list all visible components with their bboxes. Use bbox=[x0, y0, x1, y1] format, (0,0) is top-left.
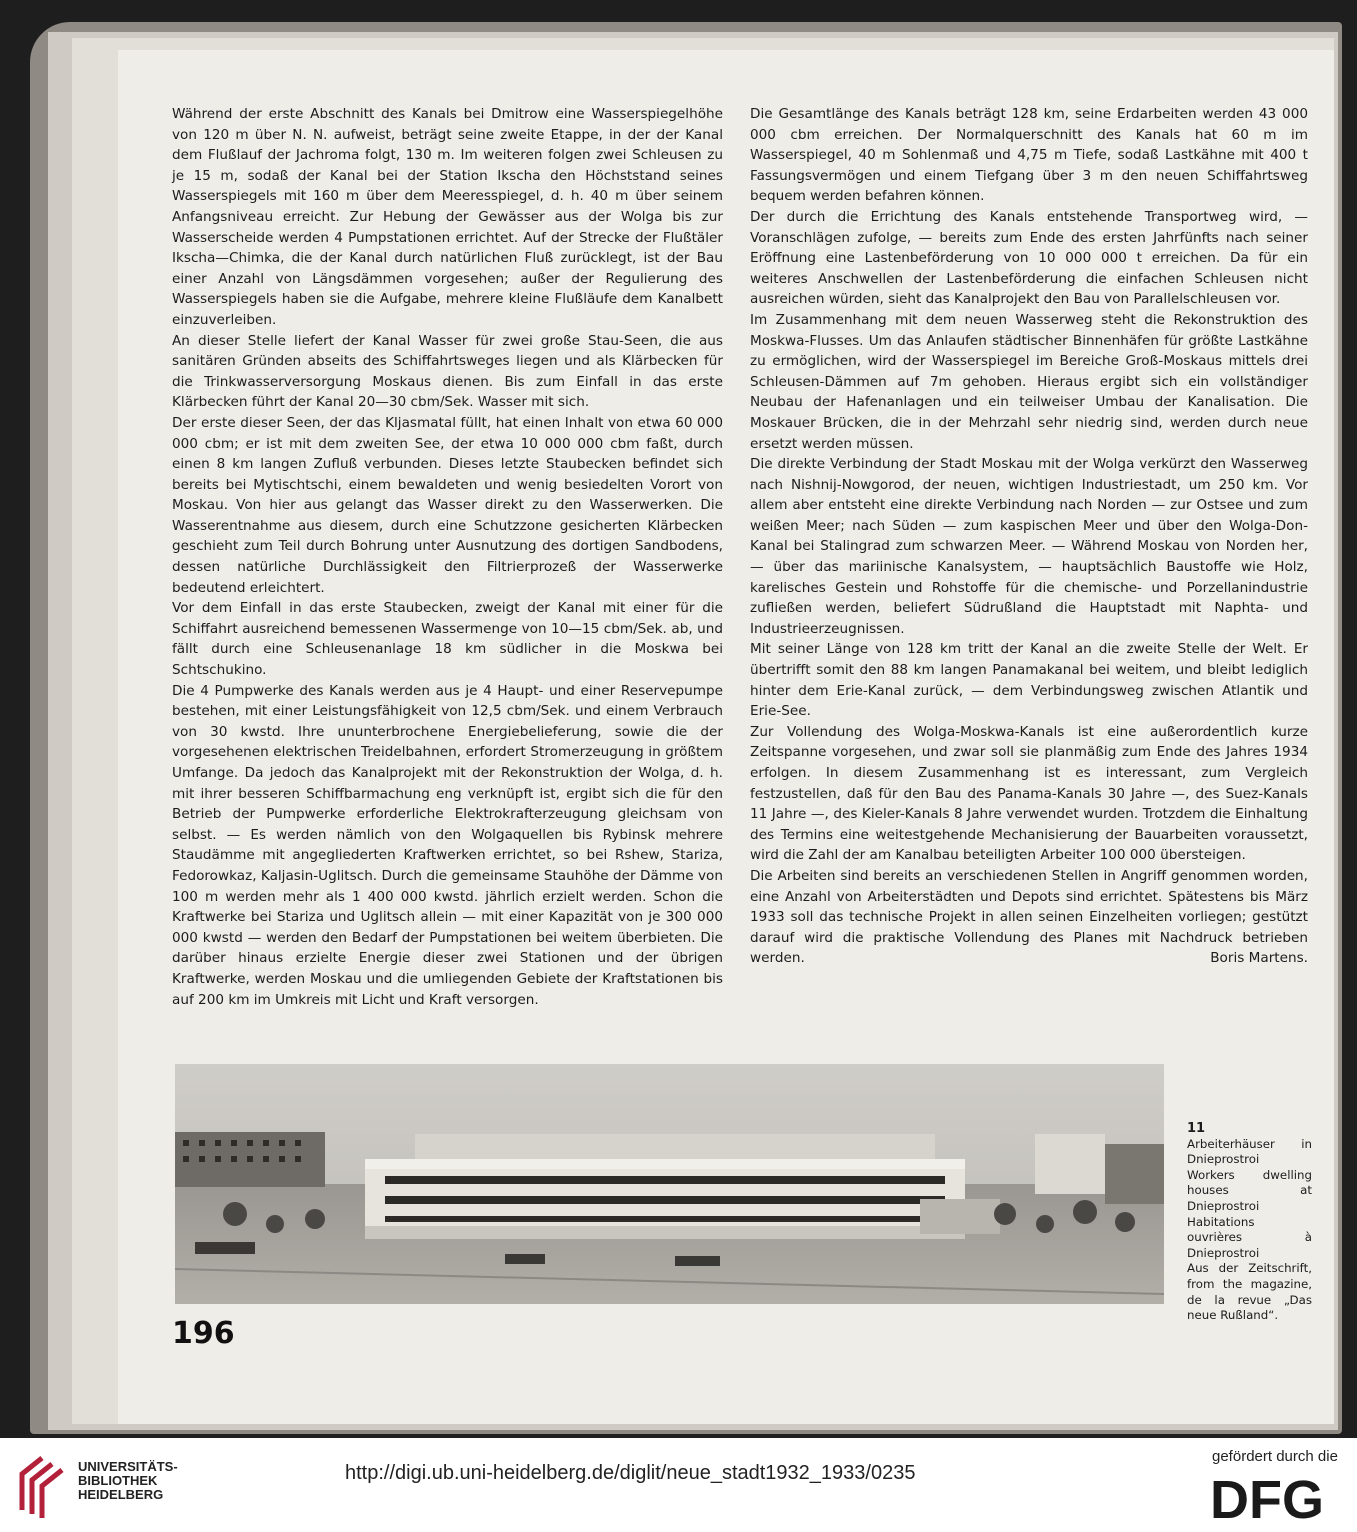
paragraph: Mit seiner Länge von 128 km tritt der Kanal an die zweite Stelle der Welt. Er übertrifft somit den 88 km langen Panamakanal bei weitem, und bleibt lediglich hinter dem Erie-Kanal zurück, — dem Verbindungsweg zwischen Atlantik und Erie-See. bbox=[750, 641, 1308, 720]
photo-illustration bbox=[175, 1064, 1164, 1304]
caption-line: Workers dwelling houses at Dnieprostroi bbox=[1187, 1167, 1312, 1213]
figure-caption bbox=[1187, 1121, 1312, 1324]
caption-line: Aus der Zeitschrift, from the magazine, de la revue „Das neue Rußland“. bbox=[1187, 1261, 1312, 1323]
figure-number: 11 bbox=[1187, 1121, 1206, 1136]
right-text-column bbox=[750, 104, 1308, 969]
library-name-line: UNIVERSITÄTS- bbox=[78, 1459, 178, 1474]
photo-workers-houses bbox=[175, 1064, 1164, 1304]
library-name-line: BIBLIOTHEK bbox=[78, 1473, 158, 1488]
library-name bbox=[78, 1460, 178, 1502]
paragraph bbox=[750, 866, 1308, 969]
paragraph: Im Zusammenhang mit dem neuen Wasserweg steht die Rekonstruktion des Moskwa-Flusses. Um das Anlaufen städtischer Binnenhäfen für größte Lastkähne zu ermöglichen, wird der Wasserspiegel im Bereiche Groß-Moskaus mittels drei Schleusen-Dämmen auf 7m gehoben. Hieraus ergibt sich ein vollständiger Neubau der Hafenanlagen und ein teilweiser Umbau der Kanalisation. Die Moskauer Brücken, die in der Mehrzahl sehr niedrig sind, werden durch neue ersetzt werden müssen. bbox=[750, 311, 1308, 452]
left-text-column bbox=[172, 104, 723, 1010]
paragraph: Der erste dieser Seen, der das Kljasmatal füllt, hat einen Inhalt von etwa 60 000 000 cbm; er ist mit dem zweiten See, der etwa 10 000 000 cbm faßt, durch einen 8 km langen Zufluß verbunden. Dieses letzte Staubecken befindet sich bereits bei Mytischtschi, einem bewaldeten und wenig besiedelten Vorort von Moskau. Von hier aus gelangt das Wasser direkt zu den Wasserwerken. Die Wasserentnahme aus diesem, durch eine Schutzzone gesicherten Klärbecken geschieht zum Teil durch Bohrung unter Ausnutzung des dortigen Sandbodens, dessen natürliche Durchlässigkeit den Filtrierprozeß der Wasserwerke bedeutend erleichtert. bbox=[172, 414, 723, 596]
dfg-logo-icon bbox=[1208, 1468, 1340, 1524]
dfg-logo-text: DFG bbox=[1210, 1470, 1324, 1524]
paragraph-text: Die Arbeiten sind bereits an verschiedenen Stellen in Angriff genommen worden, eine Anzahl von Arbeiterstädten und Depots sind errichtet. Spätestens bis März 1933 soll das technische Projekt in allen seinen Einzelheiten vorliegen; gestützt darauf wird die praktische Vollendung des Planes mit Nachdruck betrieben werden. bbox=[750, 867, 1308, 967]
paragraph: Während der erste Abschnitt des Kanals bei Dmitrow eine Wasserspiegelhöhe von 120 m über N. N. aufweist, beträgt seine zweite Etappe, in der der Kanal dem Flußlauf der Jachroma folgt, 130 m. Im weiteren folgen zwei Schleusen zu je 15 m, sodaß der Kanal bei der Station Ikscha den Höchststand seines Wasserspiegels mit 160 m über dem Meeresspiegel, d. h. 40 m über seinem Anfangsniveau erreicht. Zur Hebung der Gewässer aus der Wolga bis zur Wasserscheide werden 4 Pumpstationen errichtet. Auf der Strecke der Flußtäler Ikscha—Chimka, die der Kanal durch natürlichen Fluß zurücklegt, ist der Bau einer Anzahl von Längsdämmen vorgesehen; außer der Regulierung des Wasserspiegels haben sie die Aufgabe, mehrere kleine Flußläufe dem Kanalbett einzuverleiben. bbox=[172, 106, 723, 328]
university-library-logo-icon bbox=[12, 1448, 72, 1520]
paragraph: Die Gesamtlänge des Kanals beträgt 128 km, seine Erdarbeiten werden 43 000 000 cbm erreichen. Der Normalquerschnitt des Kanals hat 60 m im Wasserspiegel, 40 m Sohlenmaß und 4,75 m Tiefe, sodaß Lastkähne mit 400 t Fassungsvermögen und einem Tiefgang über 3 m den neuen Schiffahrtsweg bequem werden befahren können. bbox=[750, 106, 1308, 205]
footer-bar bbox=[0, 1438, 1357, 1532]
author-signature: Boris Martens. bbox=[1210, 950, 1308, 967]
library-name-line: HEIDELBERG bbox=[78, 1487, 164, 1502]
paragraph: An dieser Stelle liefert der Kanal Wasser für zwei große Stau-Seen, die aus sanitären Gründen abseits des Schiffahrtsweges liegen und als Klärbecken für die Trinkwasserversorgung Moskaus dienen. Bis zum Einfall in das erste Klärbecken führt der Kanal 20—30 cbm/Sek. Wasser mit sich. bbox=[172, 332, 723, 411]
paragraph: Der durch die Errichtung des Kanals entstehende Transportweg wird, — Voranschlägen zufolge, — bereits zum Ende des ersten Jahrfünfts nach seiner Eröffnung eine Lastenbeförderung von 10 000 000 t erreichen. Da für ein weiteres Anschwellen der Lastenbeförderung die einfachen Schleusen nicht ausreichen würden, sieht das Kanalprojekt den Bau von Parallelschleusen vor. bbox=[750, 208, 1308, 308]
paragraph: Zur Vollendung des Wolga-Moskwa-Kanals ist eine außerordentlich kurze Zeitspanne vorgesehen, und zwar soll sie planmäßig zum Ende des Jahres 1934 erfolgen. In diesem Zusammenhang ist es interessant, zum Vergleich festzustellen, daß für den Bau des Panama-Kanals 30 Jahre —, des Suez-Kanals 11 Jahre —, des Kieler-Kanals 8 Jahre verwendet wurden. Trotzdem die Einhaltung des Termins eine weitestgehende Mechanisierung der Bauarbeiten voraussetzt, wird die Zahl der am Kanalbau beteiligten Arbeiter 100 000 übersteigen. bbox=[750, 723, 1308, 864]
permalink-url[interactable]: http://digi.ub.uni-heidelberg.de/diglit/neue_stadt1932_1933/0235 bbox=[345, 1462, 916, 1484]
paragraph: Vor dem Einfall in das erste Staubecken, zweigt der Kanal mit einer für die Schiffahrt ausreichend bemessenen Wassermenge von 10—15 cbm/Sek. ab, und fällt durch eine Schleusenanlage 18 km südlicher in die Moskwa bei Schtschukino. bbox=[172, 600, 723, 679]
caption-line: Habitations ouvrières à Dnieprostroi bbox=[1187, 1214, 1312, 1260]
paragraph: Die 4 Pumpwerke des Kanals werden aus je 4 Haupt- und einer Reservepumpe bestehen, mit einer Leistungsfähigkeit von 12,5 cbm/Sek. und einem Verbrauch von 30 kwstd. Ihre ununterbrochene Energiebelieferung, sowie die der vorgesehenen elektrischen Treidelbahnen, erfordert Stromerzeugung in größtem Umfange. Da jedoch das Kanalprojekt mit der Rekonstruktion der Wolga, d. h. mit ihrer besseren Schiffbarmachung eng verknüpft ist, ergibt sich die für den Betrieb der Pumpwerke erforderliche Elektrokrafterzeugung gleichsam von selbst. — Es werden nämlich von den Wolgaquellen bis Rybinsk mehrere Staudämme mit angegliederten Kraftwerken errichtet, so bei Rshew, Stariza, Fedorowkaz, Kaljasin-Uglitsch. Durch die gemeinsame Stauhöhe der Dämme von 100 m werden mehr als 1 400 000 kwstd. jährlich erzielt werden. Schon die Kraftwerke bei Stariza und Uglitsch allein — mit einer Kapazität von je 300 000 000 kwstd — werden den Bedarf der Pumpstationen bei weitem überbieten. Die darüber hinaus erzielte Energie dieser zwei Stationen und der übrigen Kraftwerke, werden Moskau und die umliegenden Gebiete der Kraftstationen bis auf 200 km im Umkreis mit Licht und Kraft versorgen. bbox=[172, 682, 723, 1008]
funding-label: gefördert durch die bbox=[1212, 1448, 1338, 1465]
page-number: 196 bbox=[172, 1316, 235, 1351]
caption-line: Arbeiterhäuser in Dnieprostroi bbox=[1187, 1136, 1312, 1167]
paragraph: Die direkte Verbindung der Stadt Moskau mit der Wolga verkürzt den Wasserweg nach Nishnij-Nowgorod, der neuen, wichtigen Industriestadt, um 250 km. Vor allem aber entsteht eine direkte Verbindung nach Norden — zur Ostsee und zum weißen Meer; nach Süden — zum kaspischen Meer und über den Wolga-Don-Kanal bei Stalingrad zum schwarzen Meer. — Während Moskau von Norden her, — über das mariinische Kanalsystem, — hauptsächlich Baustoffe wie Holz, karelisches Gestein und Rohstoffe für die chemische- und Porzellanindustrie zufließen werden, beliefert Südrußland die Hauptstadt mit Naphta- und Industrieerzeugnissen. bbox=[750, 456, 1308, 637]
